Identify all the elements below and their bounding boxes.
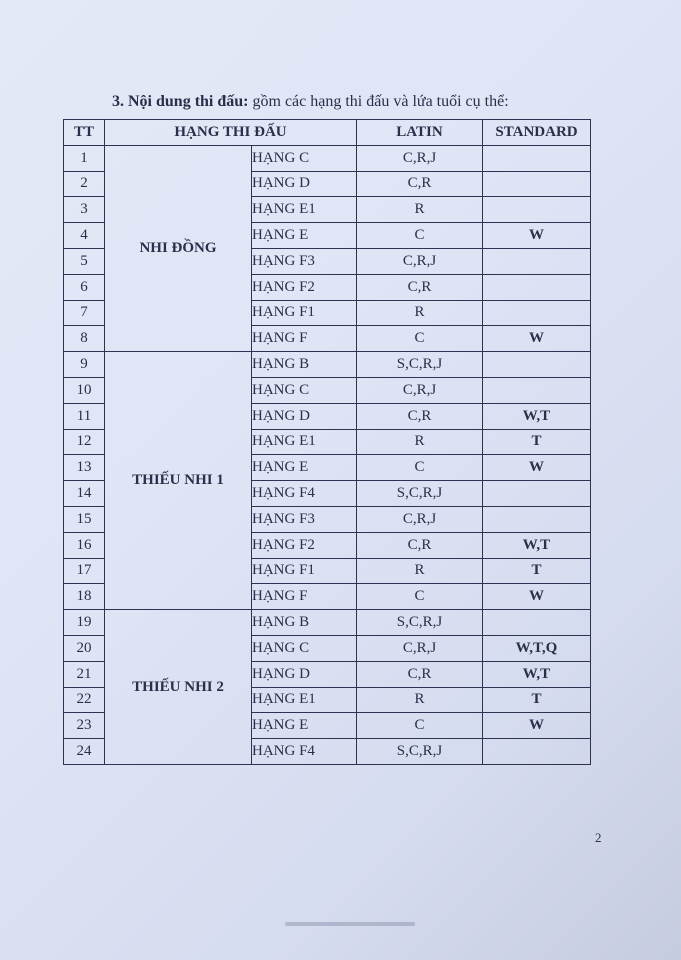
table-row — [64, 352, 591, 378]
grade-cell: HẠNG F4 — [252, 481, 357, 507]
latin-cell: C,R,J — [357, 506, 483, 532]
standard-cell: W — [483, 326, 591, 352]
age-group-label: THIẾU NHI 2 — [105, 610, 252, 765]
grade-cell: HẠNG C — [252, 377, 357, 403]
latin-cell: C — [357, 326, 483, 352]
latin-cell: C,R,J — [357, 145, 483, 171]
standard-cell — [483, 171, 591, 197]
latin-cell: S,C,R,J — [357, 481, 483, 507]
section-heading — [112, 93, 509, 111]
row-number: 18 — [64, 584, 105, 610]
competition-table — [63, 119, 591, 765]
latin-cell: C,R — [357, 532, 483, 558]
grade-cell: HẠNG F2 — [252, 274, 357, 300]
grade-cell: HẠNG E — [252, 713, 357, 739]
header-grade: HẠNG THI ĐẤU — [105, 120, 357, 146]
grade-cell: HẠNG F — [252, 584, 357, 610]
header-tt: TT — [64, 120, 105, 146]
faded-signature-mark — [285, 922, 415, 926]
standard-cell: W — [483, 713, 591, 739]
latin-cell: R — [357, 429, 483, 455]
row-number: 4 — [64, 223, 105, 249]
grade-cell: HẠNG F3 — [252, 248, 357, 274]
standard-cell: T — [483, 558, 591, 584]
row-number: 17 — [64, 558, 105, 584]
standard-cell: W — [483, 223, 591, 249]
standard-cell — [483, 506, 591, 532]
grade-cell: HẠNG D — [252, 171, 357, 197]
page-number: 2 — [595, 830, 602, 845]
latin-cell: R — [357, 300, 483, 326]
standard-cell: W — [483, 584, 591, 610]
latin-cell: C,R,J — [357, 635, 483, 661]
row-number: 3 — [64, 197, 105, 223]
standard-cell: W,T — [483, 403, 591, 429]
standard-cell — [483, 197, 591, 223]
standard-cell: W,T,Q — [483, 635, 591, 661]
age-group-label: NHI ĐỒNG — [105, 145, 252, 351]
row-number: 23 — [64, 713, 105, 739]
table-row — [64, 145, 591, 171]
age-group-label: THIẾU NHI 1 — [105, 352, 252, 610]
standard-cell: W,T — [483, 532, 591, 558]
row-number: 7 — [64, 300, 105, 326]
latin-cell: R — [357, 197, 483, 223]
header-standard: STANDARD — [483, 120, 591, 146]
latin-cell: C — [357, 455, 483, 481]
table-header-row — [64, 120, 591, 146]
grade-cell: HẠNG D — [252, 661, 357, 687]
row-number: 13 — [64, 455, 105, 481]
latin-cell: C,R — [357, 274, 483, 300]
latin-cell: R — [357, 687, 483, 713]
latin-cell: C — [357, 584, 483, 610]
row-number: 2 — [64, 171, 105, 197]
standard-cell — [483, 352, 591, 378]
latin-cell: C,R — [357, 661, 483, 687]
grade-cell: HẠNG F1 — [252, 300, 357, 326]
standard-cell — [483, 377, 591, 403]
latin-cell: R — [357, 558, 483, 584]
row-number: 8 — [64, 326, 105, 352]
grade-cell: HẠNG F4 — [252, 739, 357, 765]
row-number: 19 — [64, 610, 105, 636]
row-number: 20 — [64, 635, 105, 661]
section-title: Nội dung thi đấu: — [128, 93, 249, 110]
row-number: 15 — [64, 506, 105, 532]
grade-cell: HẠNG F1 — [252, 558, 357, 584]
standard-cell: T — [483, 429, 591, 455]
latin-cell: C — [357, 713, 483, 739]
row-number: 16 — [64, 532, 105, 558]
row-number: 11 — [64, 403, 105, 429]
row-number: 21 — [64, 661, 105, 687]
latin-cell: C,R,J — [357, 377, 483, 403]
row-number: 22 — [64, 687, 105, 713]
standard-cell — [483, 274, 591, 300]
latin-cell: S,C,R,J — [357, 739, 483, 765]
header-latin: LATIN — [357, 120, 483, 146]
standard-cell — [483, 248, 591, 274]
latin-cell: S,C,R,J — [357, 610, 483, 636]
standard-cell — [483, 739, 591, 765]
row-number: 24 — [64, 739, 105, 765]
latin-cell: C,R — [357, 403, 483, 429]
row-number: 12 — [64, 429, 105, 455]
grade-cell: HẠNG F2 — [252, 532, 357, 558]
latin-cell: C,R — [357, 171, 483, 197]
grade-cell: HẠNG F — [252, 326, 357, 352]
grade-cell: HẠNG D — [252, 403, 357, 429]
row-number: 6 — [64, 274, 105, 300]
grade-cell: HẠNG E1 — [252, 197, 357, 223]
grade-cell: HẠNG E1 — [252, 429, 357, 455]
row-number: 9 — [64, 352, 105, 378]
row-number: 10 — [64, 377, 105, 403]
standard-cell: T — [483, 687, 591, 713]
latin-cell: C,R,J — [357, 248, 483, 274]
standard-cell — [483, 481, 591, 507]
grade-cell: HẠNG E — [252, 455, 357, 481]
grade-cell: HẠNG B — [252, 352, 357, 378]
standard-cell — [483, 145, 591, 171]
row-number: 5 — [64, 248, 105, 274]
grade-cell: HẠNG E1 — [252, 687, 357, 713]
grade-cell: HẠNG F3 — [252, 506, 357, 532]
section-description: gồm các hạng thi đấu và lứa tuổi cụ thể: — [252, 93, 509, 110]
standard-cell: W — [483, 455, 591, 481]
latin-cell: S,C,R,J — [357, 352, 483, 378]
grade-cell: HẠNG B — [252, 610, 357, 636]
grade-cell: HẠNG C — [252, 635, 357, 661]
standard-cell: W,T — [483, 661, 591, 687]
table-row — [64, 610, 591, 636]
table-body — [64, 145, 591, 764]
grade-cell: HẠNG E — [252, 223, 357, 249]
grade-cell: HẠNG C — [252, 145, 357, 171]
standard-cell — [483, 300, 591, 326]
row-number: 1 — [64, 145, 105, 171]
section-number: 3. — [112, 93, 124, 110]
standard-cell — [483, 610, 591, 636]
latin-cell: C — [357, 223, 483, 249]
row-number: 14 — [64, 481, 105, 507]
